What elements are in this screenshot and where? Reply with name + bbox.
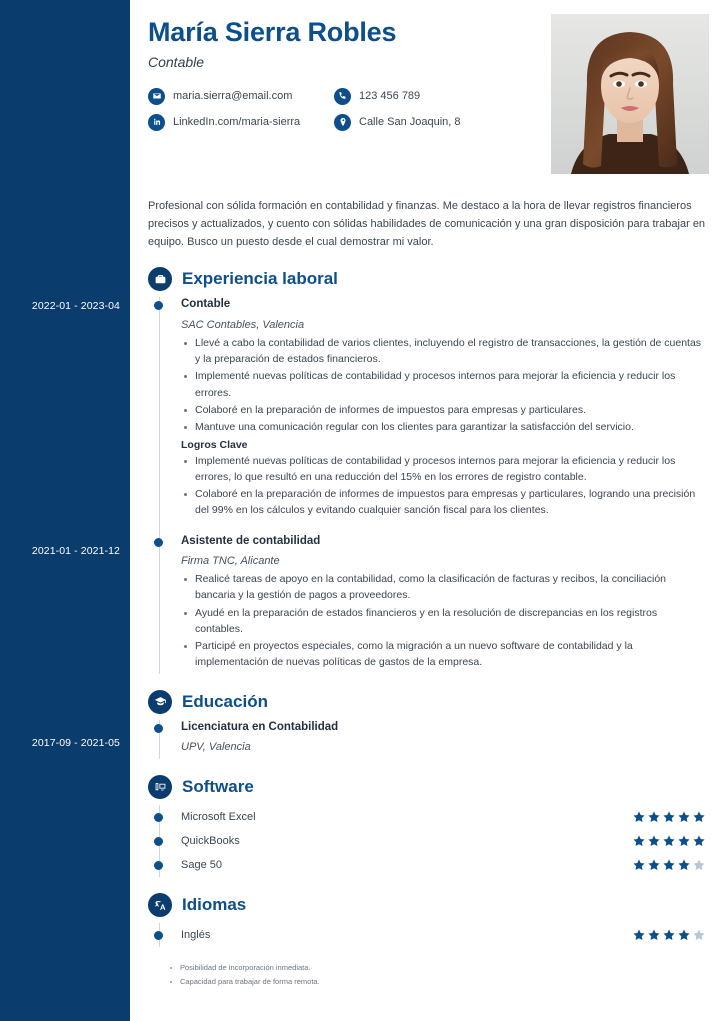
timeline-dot xyxy=(154,861,163,870)
location-pin-icon xyxy=(334,114,351,131)
footer-note-item: Capacidad para trabajar de forma remota. xyxy=(168,975,706,989)
footer-note-item: Posibilidad de incorporación inmediata. xyxy=(168,961,706,975)
entry-title: Licenciatura en Contabilidad xyxy=(181,720,339,733)
envelope-icon xyxy=(148,88,165,105)
star-icon xyxy=(692,810,706,824)
star-icon xyxy=(662,928,676,942)
timeline-dot xyxy=(154,301,163,310)
item-label: Microsoft Excel xyxy=(181,811,256,824)
item-label: QuickBooks xyxy=(181,835,240,848)
bullet-item: Implementé nuevas políticas de contabilidad y procesos internos para mejorar la eficiencia y reducir los errores. xyxy=(181,368,706,401)
entry-title: Contable xyxy=(181,298,231,311)
date-range-label: 2021-01 - 2021-12 xyxy=(31,545,120,557)
entry-title: Asistente de contabilidad xyxy=(181,534,321,547)
star-icon xyxy=(647,810,661,824)
education-entries xyxy=(148,720,706,760)
languages-heading-row xyxy=(148,893,706,917)
job-title: Contable xyxy=(148,53,205,70)
contact-item[interactable] xyxy=(334,114,538,131)
section-title: Idiomas xyxy=(182,895,247,915)
main-content xyxy=(130,0,722,1021)
timeline-dot xyxy=(154,724,163,733)
bullet-item: Colaboré en la preparación de informes de impuestos para empresas y particulares, logrando una precisión del 99% en los cálculos y evitando cualquier sanción fiscal para los clientes. xyxy=(181,486,706,519)
star-icon xyxy=(632,834,646,848)
achievements-heading: Logros Clave xyxy=(181,438,248,451)
star-icon xyxy=(677,810,691,824)
contact-list xyxy=(148,88,538,131)
rating-stars xyxy=(632,834,706,848)
language-item xyxy=(181,923,706,947)
sidebar xyxy=(0,0,130,1021)
software-item xyxy=(181,805,706,829)
bullet-item: Participé en proyectos especiales, como la migración a un nuevo software de contabilidad y la implementación de nuevas políticas de gastos de la empresa. xyxy=(181,638,706,671)
bullet-item: Llevé a cabo la contabilidad de varios clientes, incluyendo el registro de transacciones, la gestión de cuentas y la preparación de estados financieros. xyxy=(181,335,706,368)
timeline-dot xyxy=(154,837,163,846)
section-education xyxy=(148,690,706,760)
linkedin-icon xyxy=(148,114,165,131)
education-heading-row xyxy=(148,690,706,714)
star-icon xyxy=(647,834,661,848)
software-item xyxy=(181,853,706,877)
item-label: Inglés xyxy=(181,929,211,942)
section-title: Software xyxy=(182,777,254,797)
star-icon xyxy=(632,928,646,942)
bullet-list xyxy=(181,571,706,671)
timeline-dot xyxy=(154,931,163,940)
bullet-list xyxy=(181,453,706,519)
section-title: Educación xyxy=(182,691,268,711)
star-icon xyxy=(677,858,691,872)
monitor-icon xyxy=(148,775,172,799)
rating-stars xyxy=(632,858,706,872)
star-icon xyxy=(662,858,676,872)
bullet-item: Mantuve una comunicación regular con los clientes para garantizar la satisfacción del servicio. xyxy=(181,419,706,435)
page-title: María Sierra Robles xyxy=(148,17,397,47)
bullet-item: Ayudé en la preparación de estados financieros y en la resolución de discrepancias en los registros contables. xyxy=(181,605,706,638)
experience-entry xyxy=(181,297,706,521)
item-label: Sage 50 xyxy=(181,859,222,872)
star-icon xyxy=(632,810,646,824)
star-icon xyxy=(647,858,661,872)
contact-text: LinkedIn.com/maria-sierra xyxy=(173,116,301,129)
experience-entries xyxy=(148,297,706,673)
star-icon xyxy=(662,834,676,848)
star-icon xyxy=(677,834,691,848)
contact-text: Calle San Joaquin, 8 xyxy=(359,116,461,129)
contact-item[interactable] xyxy=(148,114,334,131)
date-range-label: 2022-01 - 2023-04 xyxy=(31,300,120,312)
experience-entry xyxy=(181,534,706,674)
software-heading-row xyxy=(148,775,706,799)
contact-text: maria.sierra@email.com xyxy=(173,90,293,103)
section-software xyxy=(148,775,706,877)
portrait-photo-icon xyxy=(551,14,709,174)
phone-icon xyxy=(334,88,351,105)
star-icon xyxy=(632,858,646,872)
contact-text: 123 456 789 xyxy=(359,90,421,103)
star-icon xyxy=(692,928,706,942)
rating-stars xyxy=(632,928,706,942)
contact-item[interactable] xyxy=(334,88,538,105)
star-icon xyxy=(677,928,691,942)
profile-summary: Profesional con sólida formación en contabilidad y finanzas. Me destaco a la hora de llevar registros financieros precisos y actualizados, y cuento con sólidas habilidades de comunicación y una gran disposición para trabajar en equipo. Busco un puesto desde el cual demostrar mi valor. xyxy=(148,200,706,248)
graduation-cap-icon xyxy=(148,690,172,714)
star-icon xyxy=(692,858,706,872)
entry-subtitle: SAC Contables, Valencia xyxy=(181,318,305,331)
entry-subtitle: Firma TNC, Alicante xyxy=(181,555,280,568)
software-item xyxy=(181,829,706,853)
contact-item[interactable] xyxy=(148,88,334,105)
timeline-dot xyxy=(154,538,163,547)
bullet-item: Implementé nuevas políticas de contabilidad y procesos internos para mejorar la eficiencia y reducir los errores, lo que resultó en una reducción del 15% en los errores de registro contable. xyxy=(181,453,706,486)
software-items xyxy=(148,805,706,877)
entry-subtitle: UPV, Valencia xyxy=(181,741,251,754)
language-items xyxy=(148,923,706,947)
section-languages xyxy=(148,893,706,947)
header xyxy=(130,0,722,180)
avatar xyxy=(551,14,709,174)
bullet-item: Colaboré en la preparación de informes de impuestos para empresas y particulares. xyxy=(181,402,706,418)
bullet-list xyxy=(181,335,706,436)
star-icon xyxy=(662,810,676,824)
date-range-label: 2017-09 - 2021-05 xyxy=(31,737,120,749)
footer-notes xyxy=(168,961,706,988)
section-experience xyxy=(148,267,706,673)
education-entry xyxy=(181,720,706,760)
section-title: Experiencia laboral xyxy=(182,269,338,289)
briefcase-icon xyxy=(148,267,172,291)
experience-heading-row xyxy=(148,267,706,291)
bullet-item: Realicé tareas de apoyo en la contabilidad, como la clasificación de facturas y recibos, la conciliación bancaria y la gestión de pagos a proveedores. xyxy=(181,571,706,604)
star-icon xyxy=(692,834,706,848)
rating-stars xyxy=(632,810,706,824)
timeline-dot xyxy=(154,813,163,822)
star-icon xyxy=(647,928,661,942)
translate-icon xyxy=(148,893,172,917)
